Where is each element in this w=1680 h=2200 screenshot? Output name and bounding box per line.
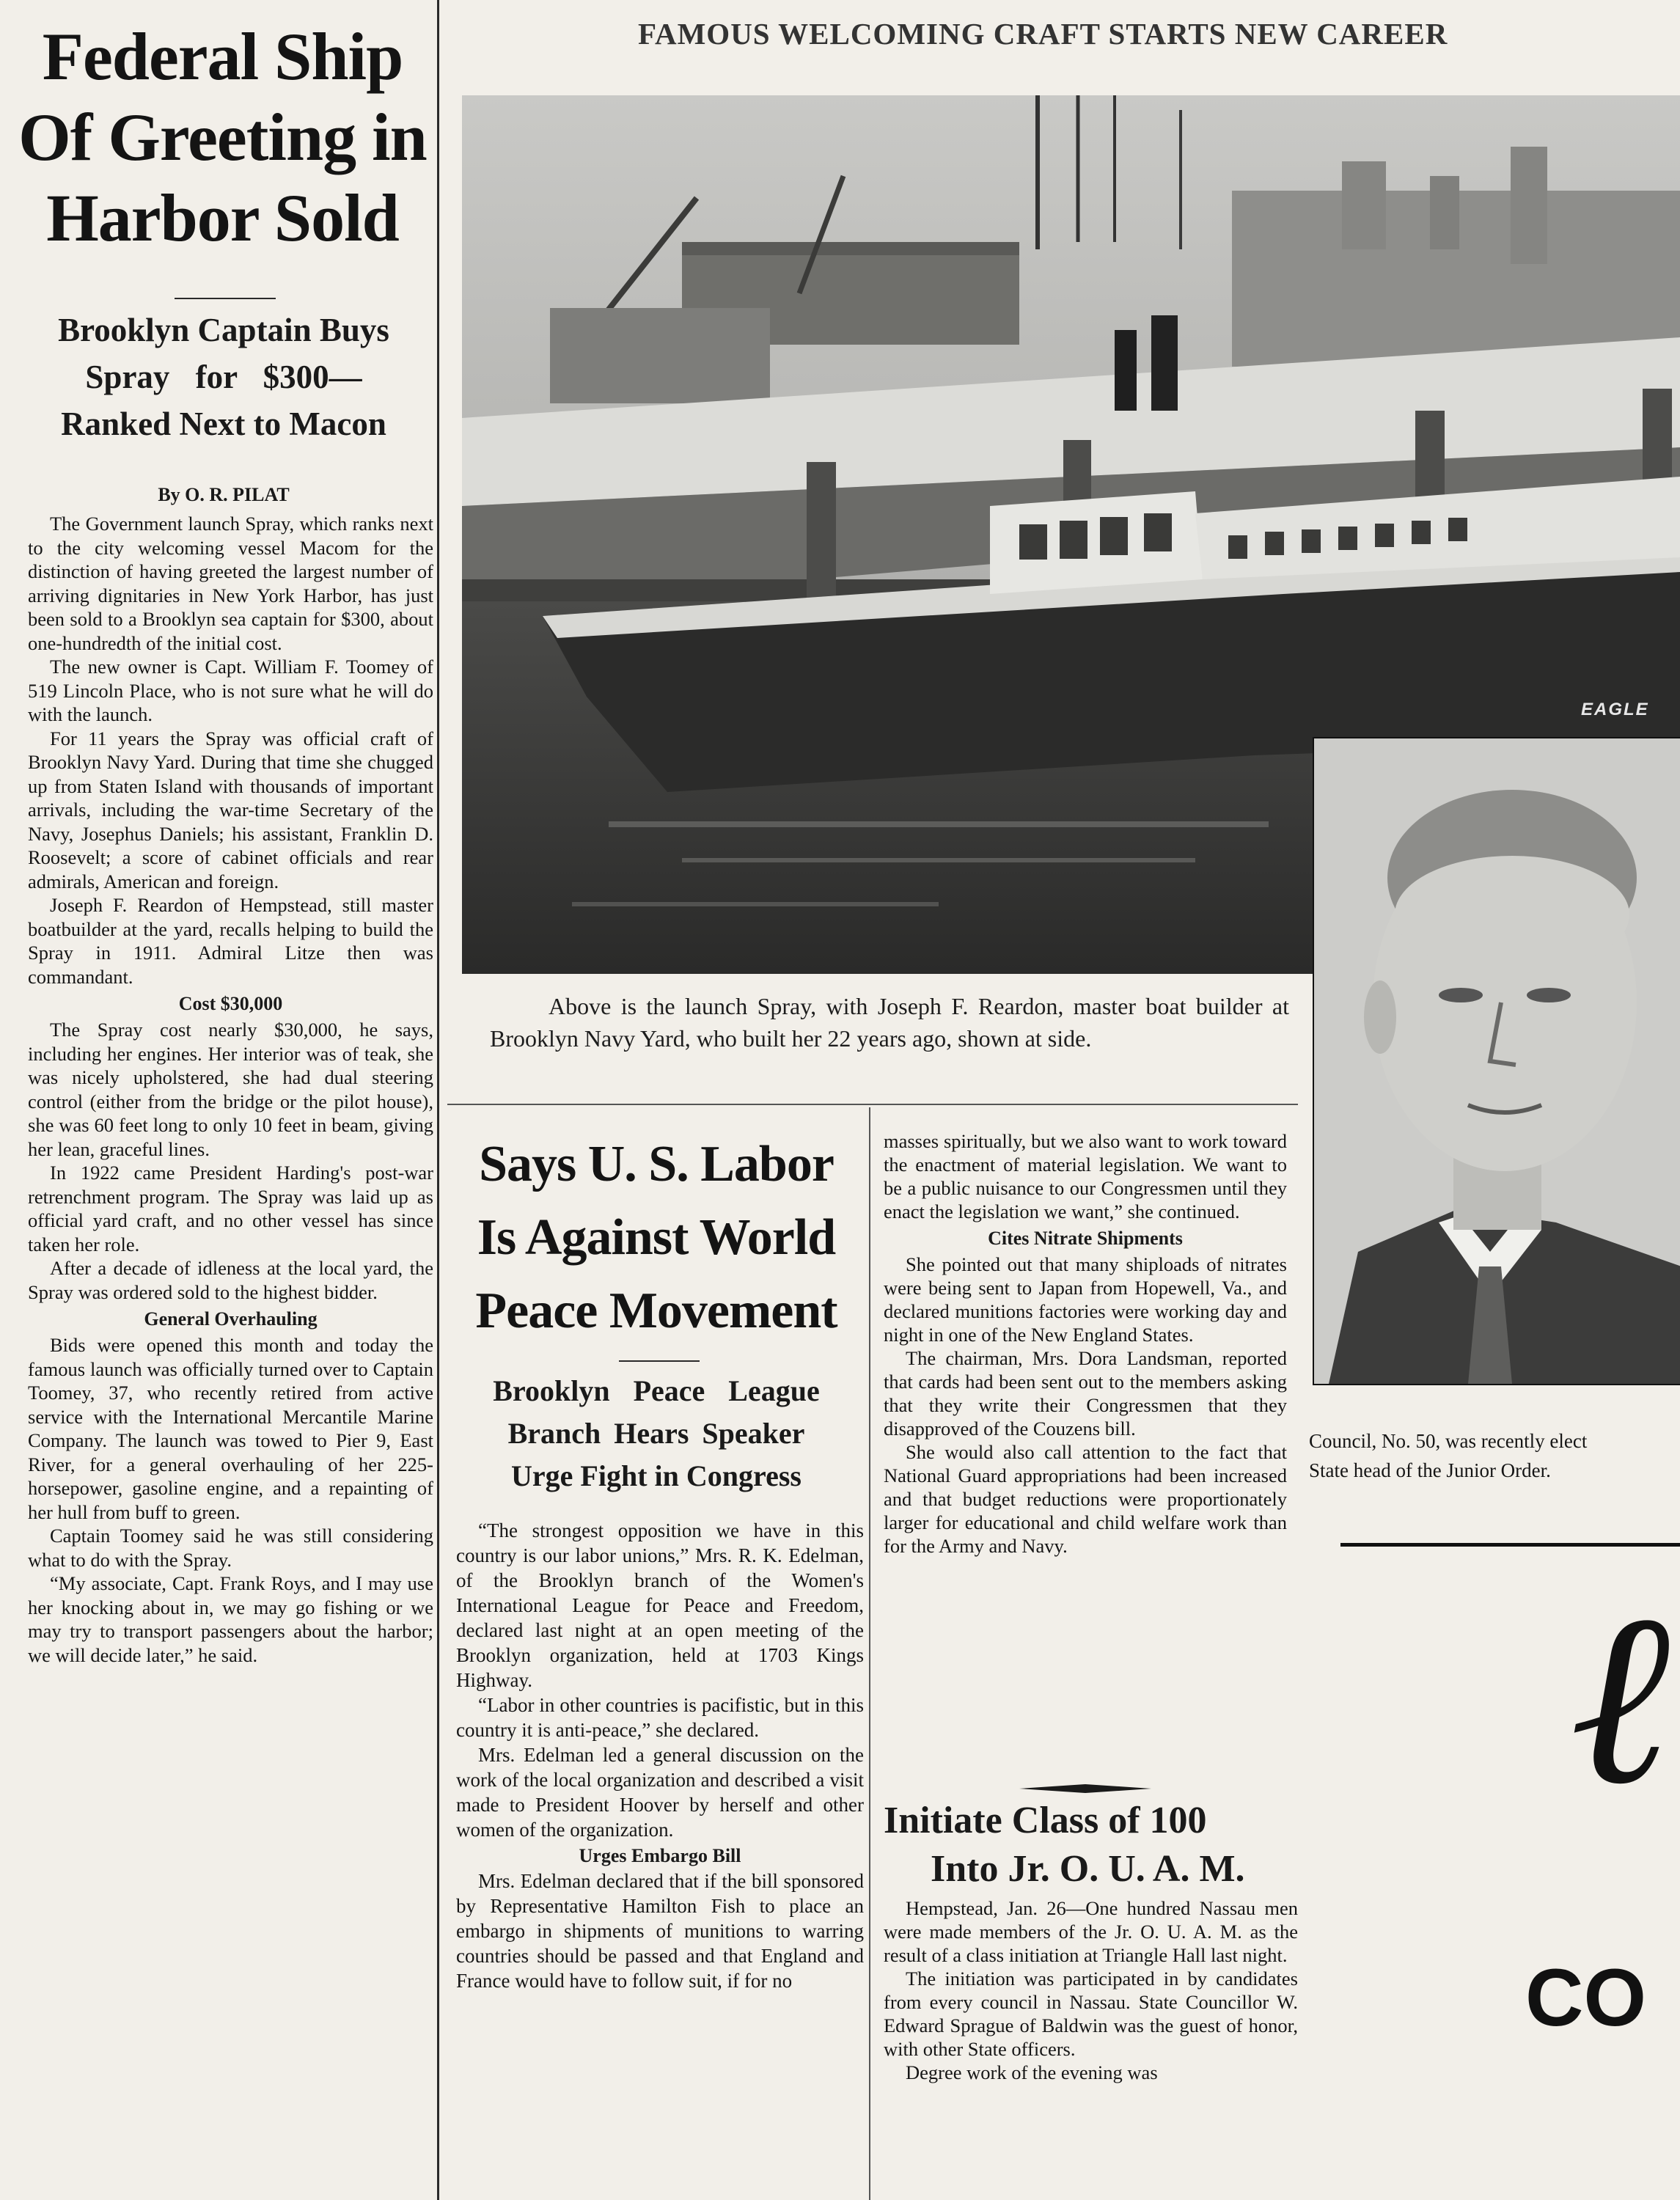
left-paragraph: For 11 years the Spray was official craft of Brooklyn Navy Yard. During that time she chugged up from Staten Island with thousands of important arrivals, including the war-time Secretary of the Navy, Josephus Daniels; his assistant, Franklin D. Roosevelt; a score of cabinet officials and rear admirals, American and foreign. — [28, 727, 433, 892]
portrait-caption-line-1: Council, No. 50, was recently elect — [1309, 1430, 1588, 1452]
labor-subhead — [449, 1370, 864, 1497]
labor-paragraph: She pointed out that many shiploads of nitrates were being sent to Japan from Hopewell, Va., and declared munitions factories were working day and night in one of the New England States. — [884, 1253, 1287, 1346]
labor-paragraph: The chairman, Mrs. Dora Landsman, reported that cards had been sent out to the members asking that they write their Congressmen that they disapproved of the Couzens bill. — [884, 1347, 1287, 1440]
left-paragraph: The Spray cost nearly $30,000, he says, including her engines. Her interior was of teak, she was nicely upholstered, she had dual steering control (either from the bridge or the pilot house), she was 60 feet long to only 10 feet in beam, giving her lean, graceful lines. — [28, 1019, 433, 1160]
left-body — [28, 512, 433, 1667]
portrait-caption-line-2: State head of the Junior Order. — [1309, 1459, 1551, 1481]
labor-continued-paragraph: masses spiritually, but we also want to work toward the enactment of material legislation. We want to be a public nuisance to our Congressmen until they enact the legislation we want,” she continued. — [884, 1130, 1287, 1222]
labor-headline-line-3: Peace Movement — [475, 1283, 837, 1339]
left-paragraph: “My associate, Capt. Frank Roys, and I may use her knocking about in, we may go fishing or we may try to transport passengers about the harbor; we will decide later,” he said. — [28, 1572, 433, 1666]
article-divider-ornament — [1019, 1782, 1151, 1791]
labor-headline-line-1: Says U. S. Labor — [479, 1136, 834, 1192]
ad-script-glyph: ℓ — [1569, 1557, 1670, 1838]
left-paragraph: Captain Toomey said he was still considering what to do with the Spray. — [28, 1525, 433, 1571]
caption-rule — [447, 1104, 1298, 1105]
labor-paragraph: Mrs. Edelman led a general discussion on the work of the local organization and described a visit made to President Hoover by herself and other women of the organization. — [456, 1744, 864, 1841]
labor-paragraph: “The strongest opposition we have in this country is our labor unions,” Mrs. R. K. Edelman, of the Brooklyn branch of the Women's International League for Peace and Freedom, declared last night at an open meeting of the Brooklyn organization, held at 1703 Kings Highway. — [456, 1519, 864, 1691]
column-rule-middle — [869, 1107, 870, 2200]
labor-article — [449, 1107, 864, 2200]
column-rule-left — [437, 0, 439, 2200]
left-headline-line-3: Harbor Sold — [46, 180, 399, 255]
left-section-cost: Cost $30,000 — [178, 993, 283, 1014]
left-article — [0, 0, 437, 2200]
photo-credit: EAGLE — [1581, 700, 1649, 719]
labor-headline-divider — [619, 1360, 700, 1362]
initiate-paragraph: The initiation was participated in by candidates from every council in Nassau. State Councillor W. Edward Sprague of Baldwin was the guest of honor, with other State officers. — [884, 1968, 1298, 2060]
labor-subhead-line-3: Urge Fight in Congress — [511, 1459, 802, 1492]
labor-body — [456, 1518, 864, 1993]
initiate-body — [884, 1896, 1298, 2084]
ad-border-top — [1340, 1543, 1680, 1547]
labor-subhead-line-1: Brooklyn Peace League — [493, 1374, 820, 1407]
labor-headline — [449, 1128, 864, 1348]
initiate-headline — [884, 1797, 1298, 1893]
left-byline: By O. R. PILAT — [158, 484, 290, 505]
initiate-paragraph: Degree work of the evening was — [906, 2061, 1158, 2083]
labor-subhead-line-2: Branch Hears Speaker — [507, 1417, 805, 1450]
left-headline — [12, 16, 433, 258]
left-section-overhaul: General Overhauling — [144, 1308, 318, 1330]
portrait-caption — [1309, 1426, 1680, 1485]
labor-continued — [884, 1129, 1287, 1558]
left-subhead-line-1: Brooklyn Captain Buys — [58, 312, 389, 348]
initiate-headline-line-1: Initiate Class of 100 — [884, 1800, 1207, 1841]
labor-paragraph: “Labor in other countries is pacifistic, but in this country it is anti-peace,” she declared. — [456, 1694, 864, 1741]
left-paragraph: The Government launch Spray, which ranks next to the city welcoming vessel Macom for the distinction of having greeted the largest number of arriving dignitaries in New York Harbor, has just been sold to a Brooklyn sea captain for $300, about one-hundredth of the initial cost. — [28, 513, 433, 654]
labor-paragraph: She would also call attention to the fact that National Guard appropriations had been increased and that budget reductions were proportionately larger for educational and child welfare work than for the Army and Navy. — [884, 1441, 1287, 1557]
left-subhead — [15, 307, 433, 447]
reardon-portrait-photo — [1313, 737, 1680, 1385]
initiate-paragraph: Hempstead, Jan. 26—One hundred Nassau men were made members of the Jr. O. U. A. M. as the result of a class initiation at Triangle Hall last night. — [884, 1897, 1298, 1966]
initiate-article — [884, 1797, 1298, 2084]
initiate-headline-line-2: Into Jr. O. U. A. M. — [931, 1848, 1245, 1890]
portrait-image — [1314, 738, 1680, 1384]
left-paragraph: After a decade of idleness at the local yard, the Spray was ordered sold to the highest bidder. — [28, 1257, 433, 1303]
top-banner: FAMOUS WELCOMING CRAFT STARTS NEW CAREER — [638, 17, 1448, 51]
labor-paragraph: Mrs. Edelman declared that if the bill sponsored by Representative Hamilton Fish to place an embargo in shipments of munitions to warring countries should be passed and that England and France would have to follow suit, if for no — [456, 1870, 864, 1992]
left-paragraph: Bids were opened this month and today the famous launch was officially turned over to Captain Toomey, 37, who recently retired from active service with the International Mercantile Marine Company. The launch was towed to Pier 9, East River, for a general overhauling of her 225-horsepower, gasoline engine, and a repainting of her hull from buff to green. — [28, 1334, 433, 1523]
photo-caption: Above is the launch Spray, with Joseph F. Reardon, master boat builder at Brooklyn Navy Yard, who built her 22 years ago, shown at side. — [490, 993, 1289, 1052]
left-headline-line-1: Federal Ship — [42, 19, 403, 94]
left-subhead-line-3: Ranked Next to Macon — [61, 406, 386, 442]
labor-section-embargo: Urges Embargo Bill — [579, 1845, 741, 1866]
left-subhead-line-2: Spray for $300— — [85, 359, 362, 395]
left-paragraph: Joseph F. Reardon of Hempstead, still master boatbuilder at the yard, recalls helping to build the Spray in 1911. Admiral Litze then was commandant. — [28, 894, 433, 988]
left-headline-divider — [175, 298, 276, 299]
left-paragraph: In 1922 came President Harding's post-war retrenchment program. The Spray was laid up as official yard craft, and no other vessel has since taken her role. — [28, 1162, 433, 1255]
labor-section-nitrate: Cites Nitrate Shipments — [988, 1228, 1183, 1249]
left-headline-line-2: Of Greeting in — [18, 100, 427, 175]
ad-fragment-text: CO — [1525, 1953, 1646, 2043]
left-paragraph: The new owner is Capt. William F. Toomey of 519 Lincoln Place, who is not sure what he will do with the launch. — [28, 656, 433, 725]
labor-headline-line-2: Is Against World — [477, 1209, 836, 1266]
